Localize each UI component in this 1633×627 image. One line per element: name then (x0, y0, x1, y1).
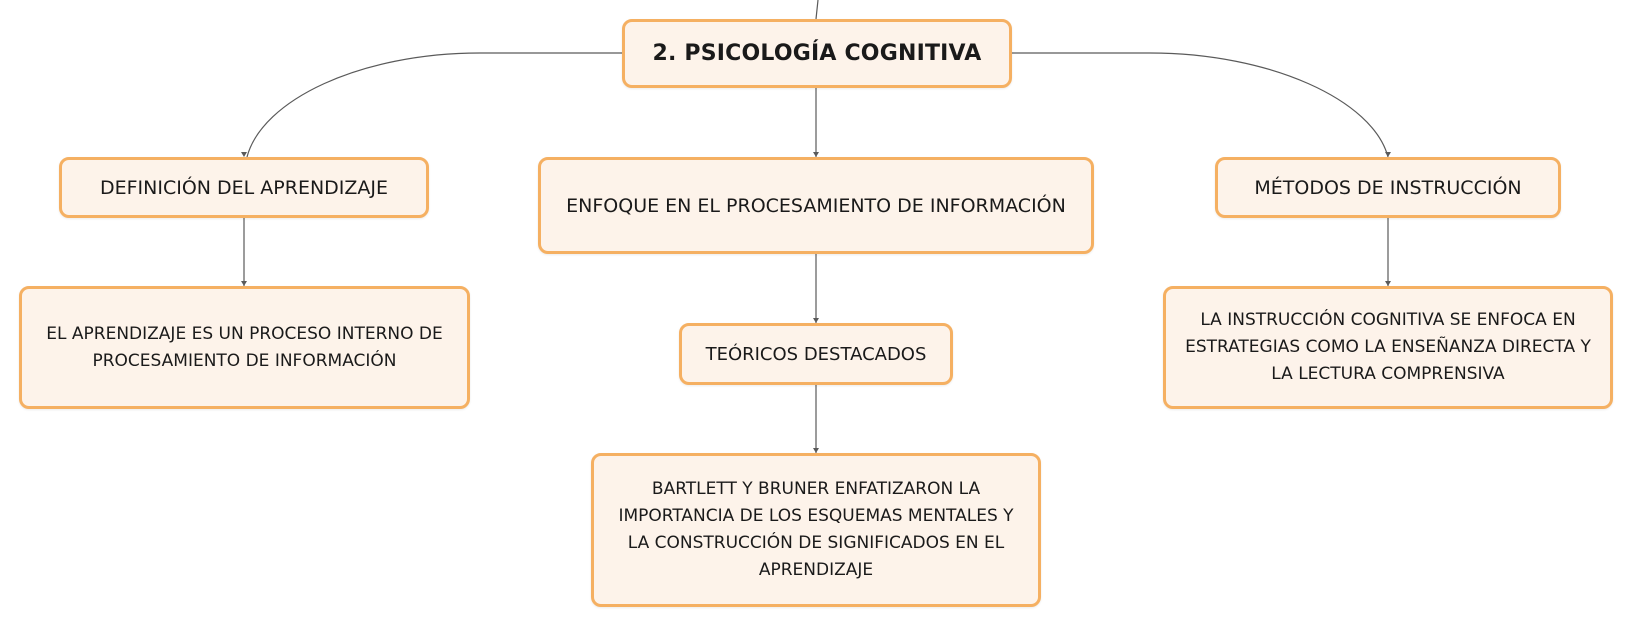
center-sub-node[interactable] (679, 323, 953, 385)
left-detail-text: EL APRENDIZAJE ES UN PROCESO INTERNO DE PROCESAMIENTO DE INFORMACIÓN (46, 323, 443, 371)
root-node[interactable] (622, 19, 1012, 88)
branch-left-title: DEFINICIÓN DEL APRENDIZAJE (99, 176, 389, 199)
center-detail-text: BARTLETT Y BRUNER ENFATIZARON LA IMPORTANCIA DE LOS ESQUEMAS MENTALES Y LA CONSTRUCCIÓN DE SIGNIFICADOS EN EL APRENDIZAJE (618, 479, 1014, 580)
connector-root-to-right (1012, 53, 1388, 157)
branch-left-node[interactable] (59, 157, 429, 218)
branch-center-node[interactable] (538, 157, 1094, 254)
left-detail-node[interactable] (19, 286, 470, 409)
branch-right-title: MÉTODOS DE INSTRUCCIÓN (1254, 176, 1522, 199)
center-detail-node[interactable] (591, 453, 1041, 607)
branch-right-node[interactable] (1215, 157, 1561, 218)
right-detail-node[interactable] (1163, 286, 1613, 409)
right-detail-text: LA INSTRUCCIÓN COGNITIVA SE ENFOCA EN ESTRATEGIAS COMO LA ENSEÑANZA DIRECTA Y LA LECTURA COMPRENSIVA (1185, 310, 1591, 384)
branch-center-title: ENFOQUE EN EL PROCESAMIENTO DE INFORMACIÓN (566, 194, 1066, 217)
connector-parent-to-root (816, 0, 818, 19)
root-title: 2. PSICOLOGÍA COGNITIVA (652, 41, 982, 66)
connector-root-to-left (247, 53, 622, 157)
center-sub-title: TEÓRICOS DESTACADOS (705, 343, 927, 365)
